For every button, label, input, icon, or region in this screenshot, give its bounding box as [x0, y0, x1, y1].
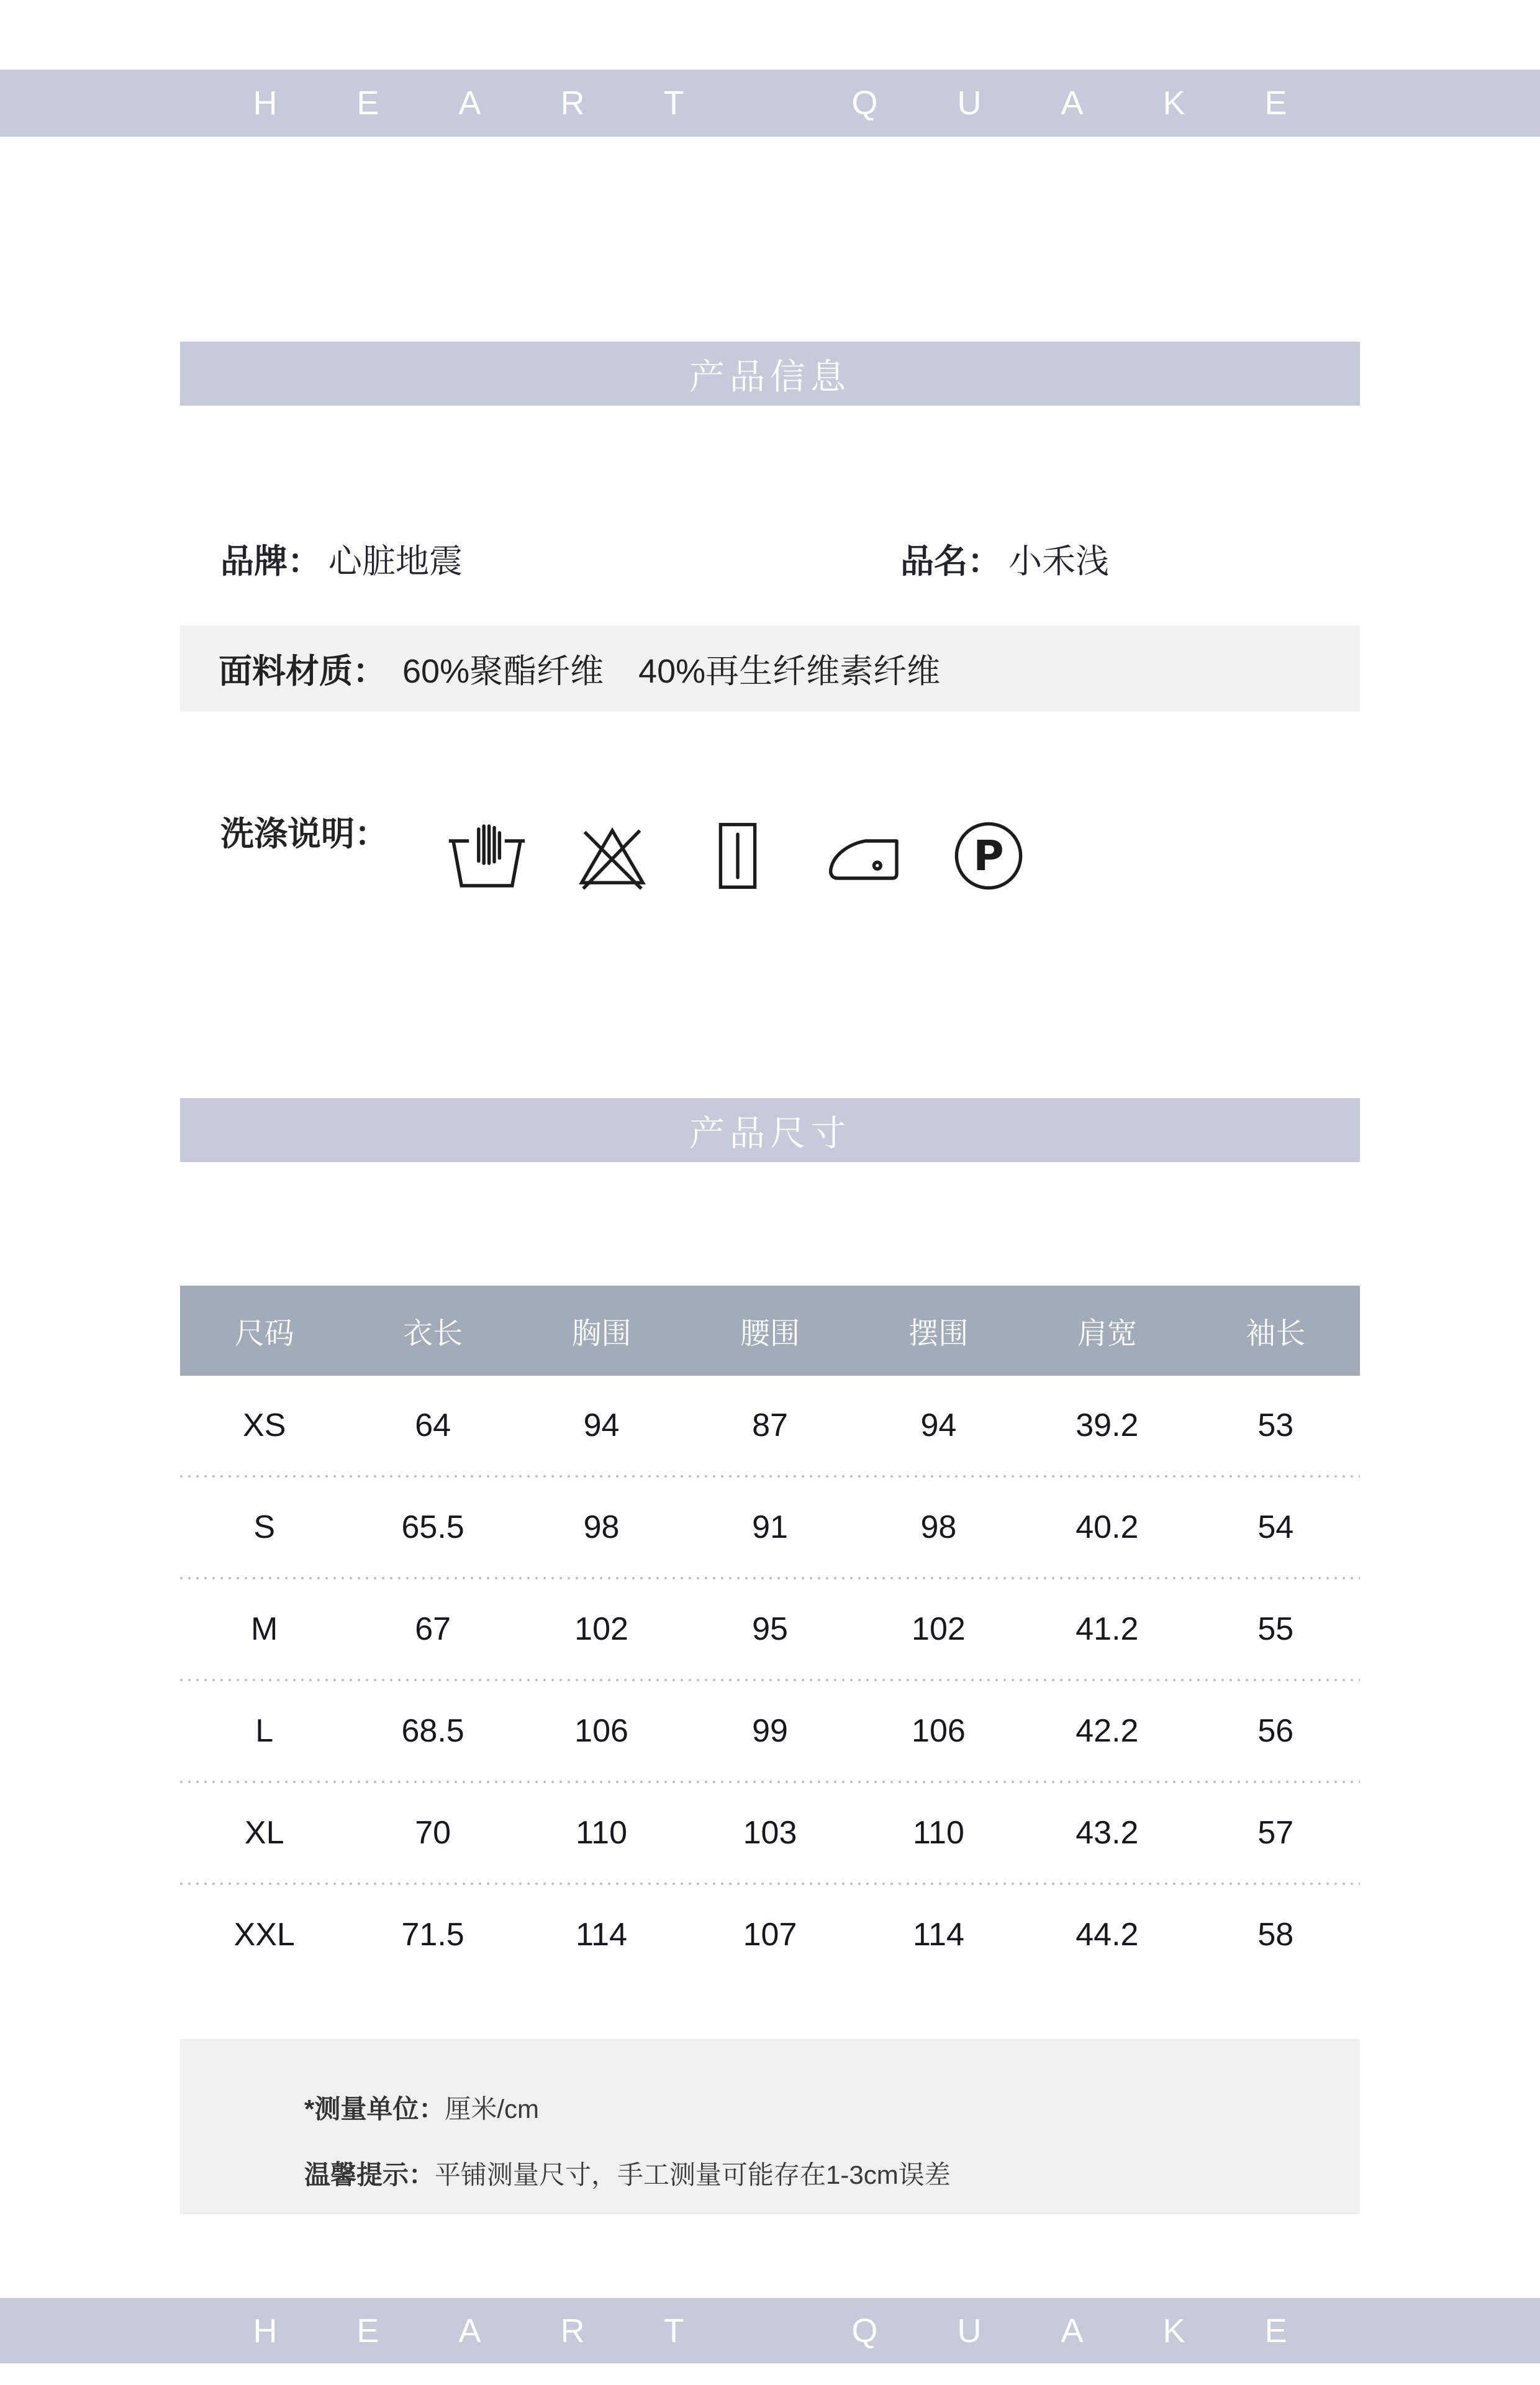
cell: 42.2	[1076, 1713, 1139, 1749]
col-header-shoulder: 肩宽	[1077, 1317, 1137, 1350]
brand-banner-text: HEART QUAKE	[253, 84, 1367, 122]
section-header-product-size	[180, 1098, 1360, 1162]
cell: 56	[1257, 1713, 1294, 1749]
washing-instructions-label: 洗涤说明：	[220, 815, 388, 853]
table-row-s	[180, 1478, 1360, 1577]
measurement-notes-panel	[180, 2039, 1360, 2214]
cell: XXL	[233, 1917, 295, 1953]
cell: 53	[1257, 1407, 1294, 1443]
cell: 110	[576, 1815, 628, 1851]
brand-value: 心脏地震	[328, 543, 463, 580]
fabric-value-2: 40%再生纤维素纤维	[638, 653, 941, 690]
cell: 67	[415, 1611, 451, 1647]
brand-label: 品牌：	[220, 543, 321, 580]
col-header-waist: 腰围	[740, 1317, 800, 1350]
care-icons	[446, 801, 1030, 910]
cell: 44.2	[1076, 1917, 1139, 1953]
section-header-product-info	[180, 342, 1360, 406]
note-measure-unit	[304, 2089, 1360, 2126]
cell: 110	[912, 1815, 964, 1851]
cell: 57	[1257, 1815, 1294, 1851]
size-table-header-row	[180, 1286, 1360, 1376]
cell: 103	[743, 1815, 797, 1851]
svg-text:P: P	[973, 831, 1004, 880]
cell: 106	[574, 1713, 628, 1749]
table-row-xl	[180, 1783, 1360, 1883]
fabric-label: 面料材质：	[219, 653, 386, 690]
section-title-product-info: 产品信息	[689, 357, 851, 397]
cell: 106	[912, 1713, 966, 1749]
cell: 71.5	[401, 1917, 464, 1953]
cell: 70	[415, 1815, 451, 1851]
cell: 58	[1257, 1917, 1294, 1953]
hand-wash-icon	[446, 819, 528, 893]
cell: 94	[583, 1407, 620, 1443]
table-row-xs	[180, 1376, 1360, 1475]
brand-banner-text: HEART QUAKE	[253, 2312, 1367, 2350]
cell: XL	[244, 1815, 284, 1851]
cell: 102	[574, 1611, 628, 1647]
col-header-sleeve: 袖长	[1246, 1317, 1306, 1350]
brand-banner-bottom	[0, 2298, 1540, 2363]
cell: 65.5	[401, 1509, 464, 1545]
product-name-value: 小禾浅	[1008, 543, 1109, 580]
cell: 87	[752, 1407, 788, 1443]
col-header-bust: 胸围	[571, 1317, 632, 1350]
brand-name-row	[180, 529, 1360, 588]
cell: S	[253, 1509, 276, 1545]
table-row-m	[180, 1579, 1360, 1679]
brand-banner-top	[0, 70, 1540, 137]
cell: XS	[243, 1407, 286, 1443]
do-not-bleach-icon	[571, 819, 653, 893]
note-tolerance	[304, 2155, 1360, 2192]
cell: 107	[743, 1917, 797, 1953]
cell: 55	[1257, 1611, 1294, 1647]
cell: 68.5	[401, 1713, 464, 1749]
cell: 114	[912, 1917, 964, 1953]
cell: 102	[912, 1611, 966, 1647]
professional-dry-clean-icon	[948, 819, 1030, 893]
note-tolerance-label: 温馨提示：	[304, 2160, 435, 2189]
cell: 40.2	[1076, 1509, 1139, 1545]
table-row-l	[180, 1681, 1360, 1781]
cell: 98	[583, 1509, 620, 1545]
note-measure-unit-label: *测量单位：	[304, 2094, 445, 2124]
drip-dry-icon	[697, 819, 779, 893]
cell: 114	[576, 1917, 628, 1953]
product-name-field	[900, 529, 1109, 588]
cell: 39.2	[1076, 1407, 1139, 1443]
section-title-product-size: 产品尺寸	[689, 1113, 851, 1153]
cell: 94	[920, 1407, 957, 1443]
brand-banner-ghost	[0, 2248, 1540, 2286]
cell: 54	[1257, 1509, 1294, 1545]
col-header-length: 衣长	[403, 1317, 463, 1350]
fabric-value-1: 60%聚酯纤维	[402, 653, 604, 690]
iron-icon	[822, 819, 904, 893]
note-measure-unit-value: 厘米/cm	[445, 2094, 540, 2124]
col-header-hem: 摆围	[908, 1317, 969, 1350]
note-tolerance-value: 平铺测量尺寸，手工测量可能存在1-3cm误差	[435, 2160, 951, 2189]
cell: 99	[752, 1713, 788, 1749]
fabric-material-row	[180, 625, 1360, 712]
washing-instructions-row	[180, 801, 1360, 910]
size-table	[180, 1286, 1360, 1984]
table-row-xxl	[180, 1885, 1360, 1984]
cell: 64	[415, 1407, 451, 1443]
col-header-size: 尺码	[234, 1317, 294, 1350]
cell: 41.2	[1076, 1611, 1139, 1647]
cell: 43.2	[1076, 1815, 1139, 1851]
cell: M	[251, 1611, 278, 1647]
cell: 95	[752, 1611, 788, 1647]
cell: L	[255, 1713, 274, 1749]
cell: 98	[920, 1509, 957, 1545]
brand-field	[220, 529, 463, 588]
cell: 91	[752, 1509, 788, 1545]
product-name-label: 品名：	[900, 543, 1001, 580]
brand-banner-ghost-text: HEART QUAKE	[253, 2248, 1367, 2286]
